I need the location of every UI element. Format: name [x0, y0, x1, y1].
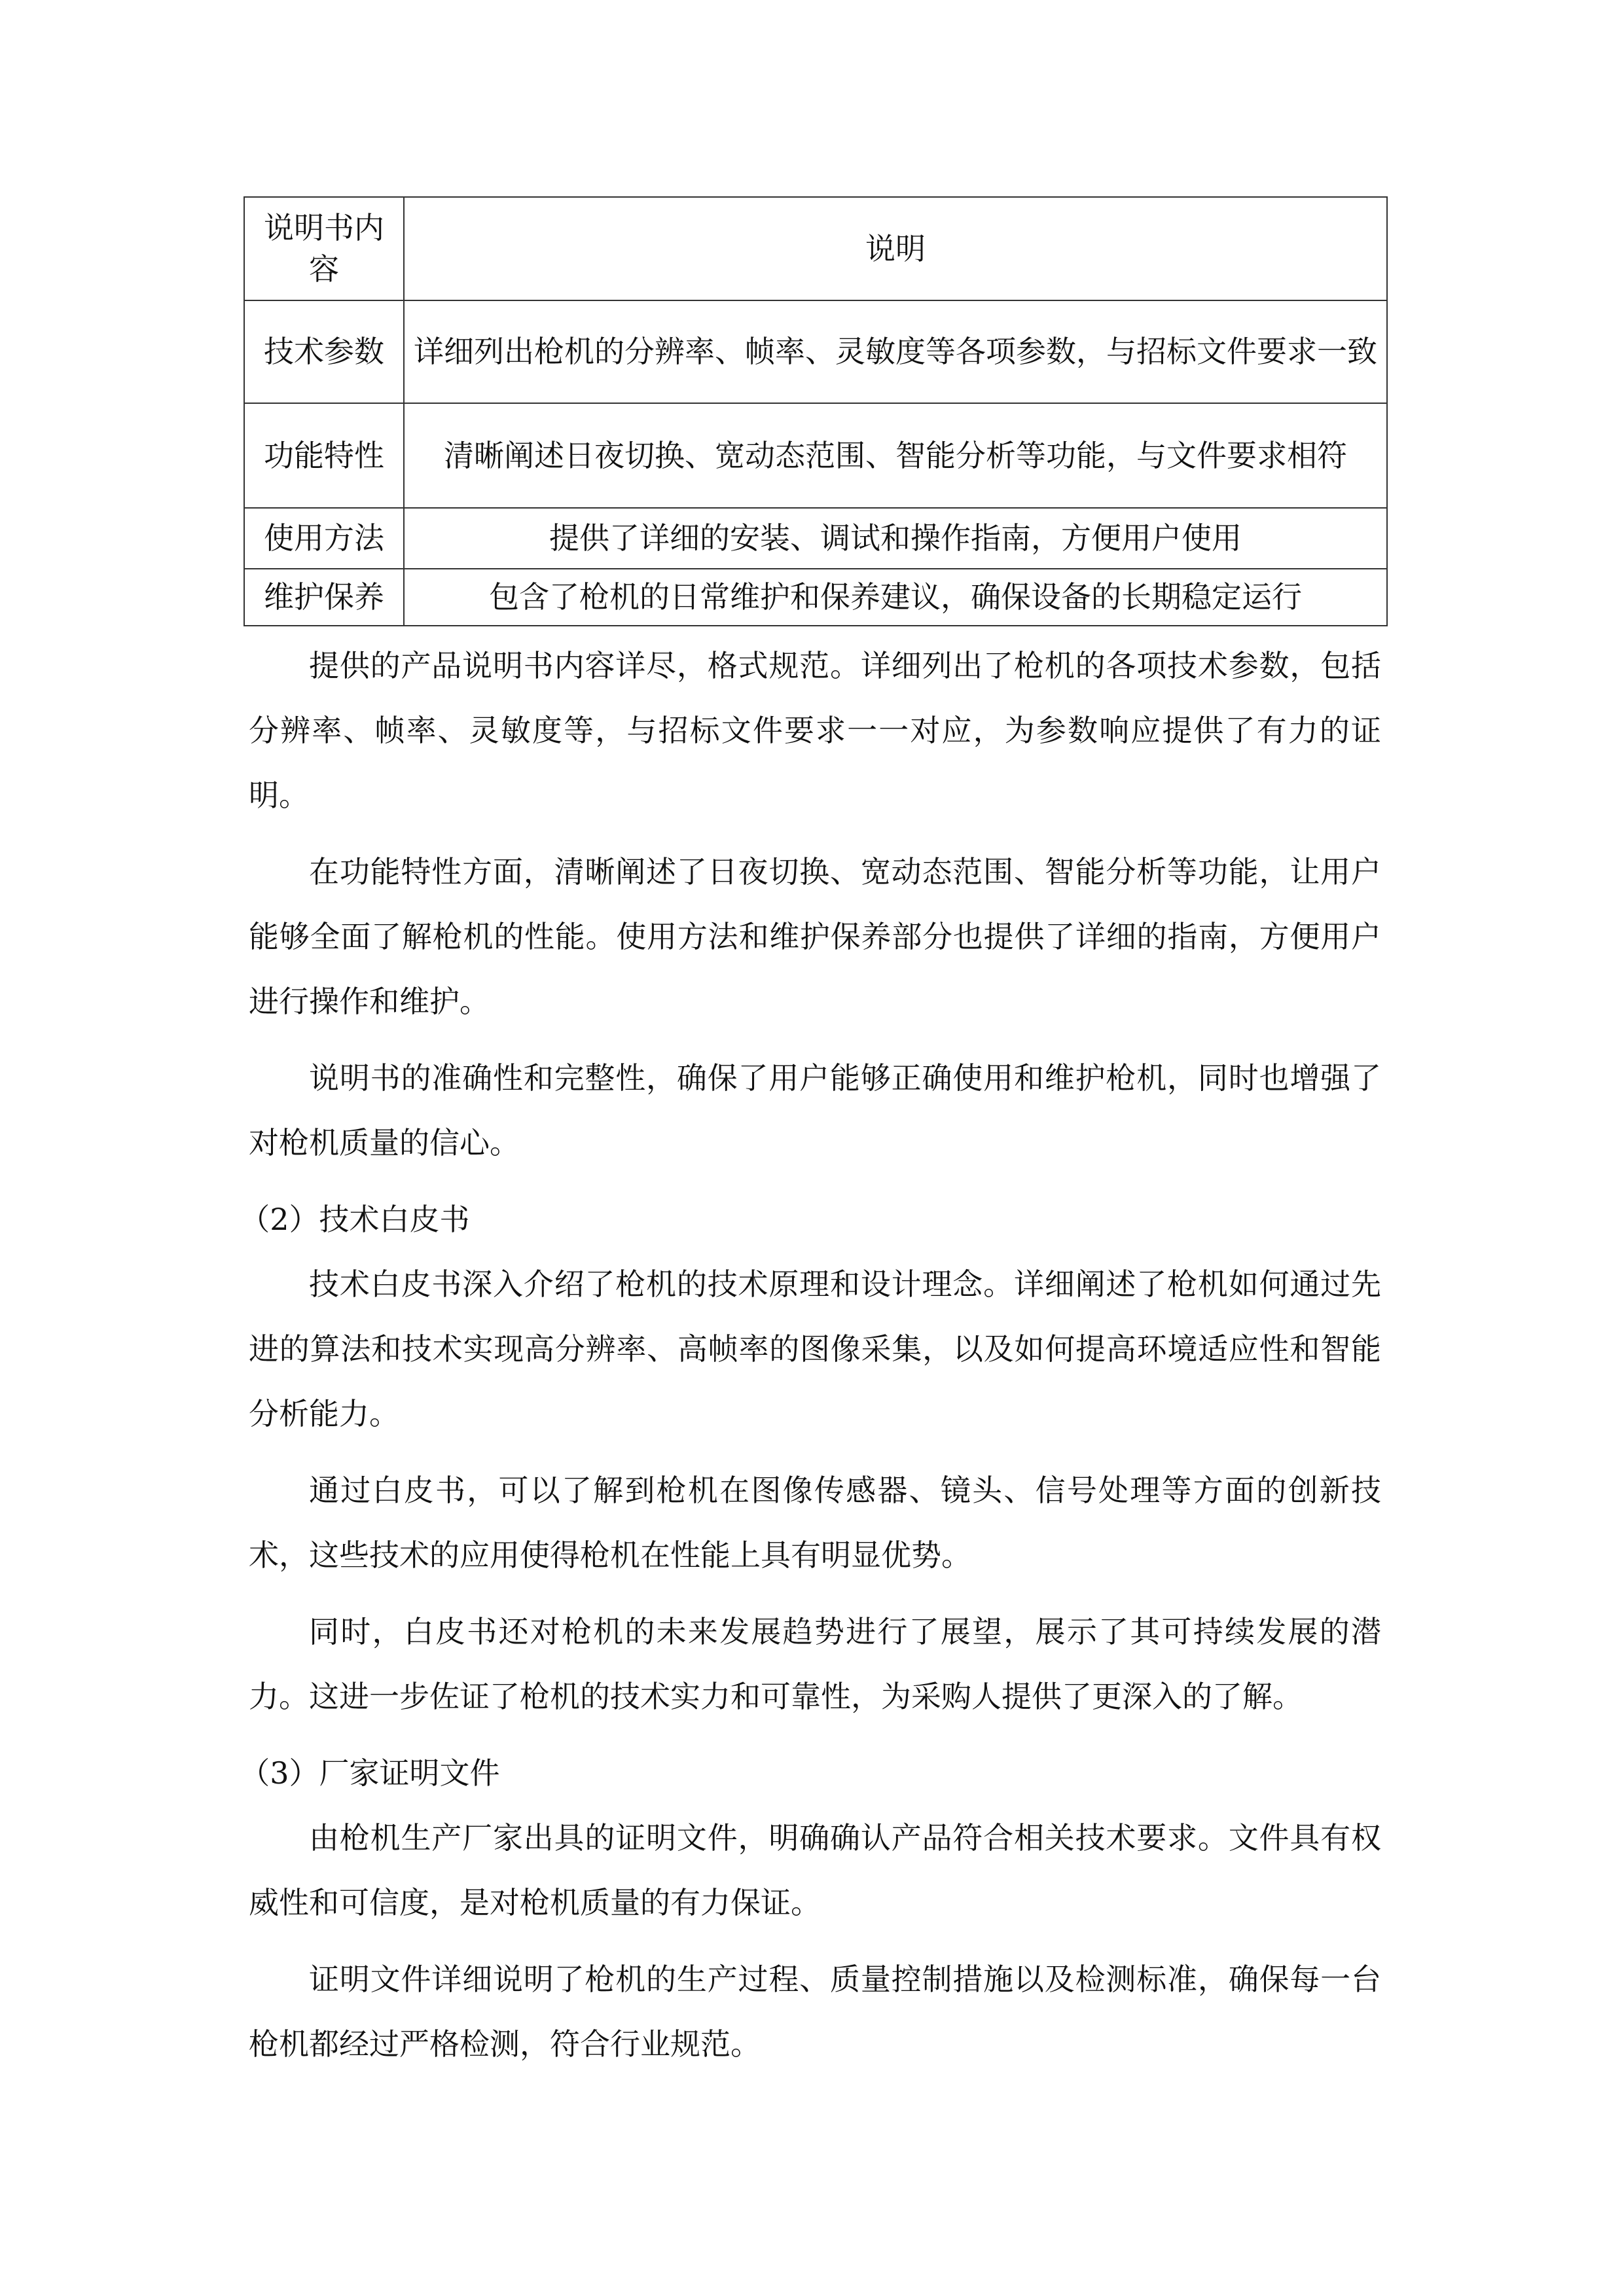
- paragraph: 技术白皮书深入介绍了枪机的技术原理和设计理念。详细阐述了枪机如何通过先进的算法和技术实现高分辨率、高帧率的图像采集，以及如何提高环境适应性和智能分析能力。: [249, 1266, 1381, 1431]
- table-cell: 使用方法: [244, 508, 404, 569]
- paragraph: 在功能特性方面，清晰阐述了日夜切换、宽动态范围、智能分析等功能，让用户能够全面了解枪机的性能。使用方法和维护保养部分也提供了详细的指南，方便用户进行操作和维护。: [249, 854, 1381, 1019]
- table-row: [244, 569, 1387, 626]
- paragraph: 通过白皮书，可以了解到枪机在图像传感器、镜头、信号处理等方面的创新技术，这些技术的应用使得枪机在性能上具有明显优势。: [249, 1473, 1381, 1573]
- manual-content-table: [244, 196, 1388, 626]
- table-header-row: [244, 197, 1387, 300]
- paragraph: 提供的产品说明书内容详尽，格式规范。详细列出了枪机的各项技术参数，包括分辨率、帧率、灵敏度等，与招标文件要求一一对应，为参数响应提供了有力的证明。: [249, 648, 1381, 813]
- table-cell: 维护保养: [244, 569, 404, 626]
- table-cell: 提供了详细的安装、调试和操作指南，方便用户使用: [404, 508, 1387, 569]
- header-cell: 说明: [404, 197, 1387, 300]
- table-row: [244, 403, 1387, 508]
- section-heading: （2）技术白皮书: [240, 1202, 470, 1237]
- paragraph: 同时，白皮书还对枪机的未来发展趋势进行了展望，展示了其可持续发展的潜力。这进一步佐证了枪机的技术实力和可靠性，为采购人提供了更深入的了解。: [249, 1614, 1381, 1714]
- table-row: [244, 508, 1387, 569]
- table-cell: 包含了枪机的日常维护和保养建议，确保设备的长期稳定运行: [404, 569, 1387, 626]
- section-heading: （3）厂家证明文件: [240, 1755, 500, 1791]
- table-cell: 技术参数: [244, 300, 404, 403]
- table-cell: 清晰阐述日夜切换、宽动态范围、智能分析等功能，与文件要求相符: [404, 403, 1387, 508]
- table-cell: 功能特性: [244, 403, 404, 508]
- paragraph: 证明文件详细说明了枪机的生产过程、质量控制措施以及检测标准，确保每一台枪机都经过严格检测，符合行业规范。: [249, 1962, 1381, 2062]
- paragraph: 说明书的准确性和完整性，确保了用户能够正确使用和维护枪机，同时也增强了对枪机质量的信心。: [249, 1060, 1381, 1160]
- paragraph: 由枪机生产厂家出具的证明文件，明确确认产品符合相关技术要求。文件具有权威性和可信度，是对枪机质量的有力保证。: [249, 1820, 1381, 1920]
- table-row: [244, 300, 1387, 403]
- document-body: [240, 634, 1381, 2089]
- header-cell: 说明书内容: [244, 197, 404, 300]
- table-cell: 详细列出枪机的分辨率、帧率、灵敏度等各项参数，与招标文件要求一致: [404, 300, 1387, 403]
